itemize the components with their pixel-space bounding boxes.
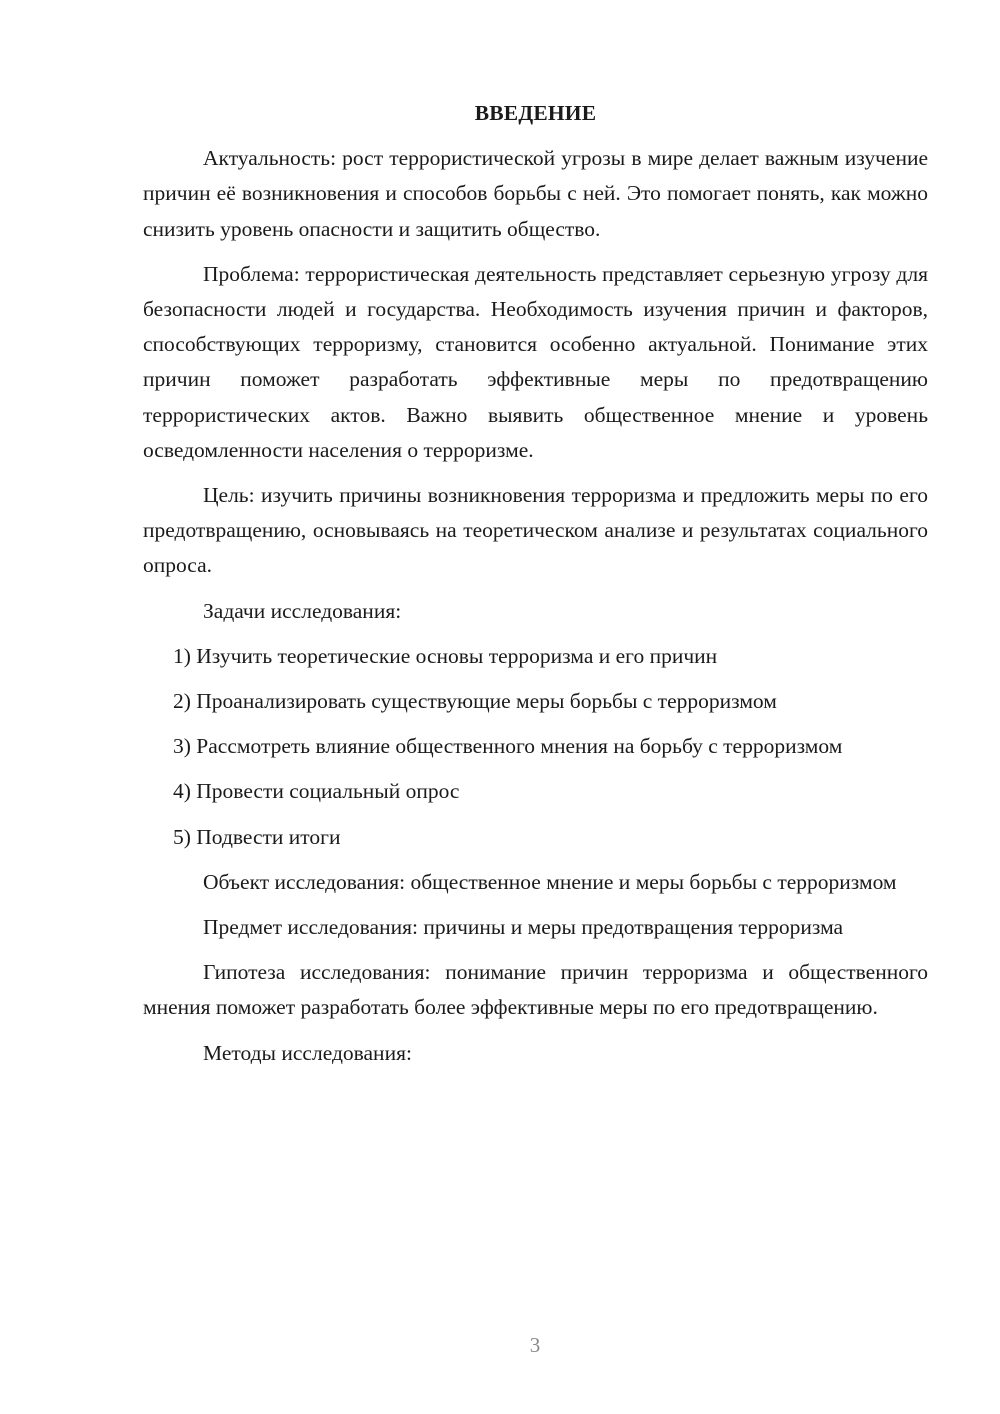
paragraph-relevance: Актуальность: рост террористической угрозы в мире делает важным изучение причин её возникновения и способов борьбы с ней. Это помогает понять, как можно снизить уровень опасности и защитить общество.: [143, 146, 928, 241]
paragraph-object: Объект исследования: общественное мнение и меры борьбы с терроризмом: [203, 869, 897, 894]
task-item-5: 5) Подвести итоги: [173, 824, 341, 849]
paragraph-methods: Методы исследования:: [203, 1040, 412, 1065]
paragraph-problem: Проблема: террористическая деятельность представляет серьезную угрозу для безопасности людей и государства. Необходимость изучения причин и факторов, способствующих терроризму, становится особенно актуальной. Понимание этих причин поможет разработать эффективные меры по предотвращению террористических актов. Важно выявить общественное мнение и уровень осведомленности населения о терроризме.: [143, 261, 928, 462]
task-item-1: 1) Изучить теоретические основы терроризма и его причин: [173, 643, 718, 668]
page-number: 3: [529, 1333, 541, 1357]
task-item-4: 4) Провести социальный опрос: [173, 779, 460, 804]
paragraph-hypothesis: Гипотеза исследования: понимание причин терроризма и общественного мнения поможет разработать более эффективные меры по его предотвращению.: [143, 960, 928, 1020]
paragraph-goal: Цель: изучить причины возникновения терроризма и предложить меры по его предотвращению, основываясь на теоретическом анализе и результатах социального опроса.: [143, 483, 928, 578]
paragraph-subject: Предмет исследования: причины и меры предотвращения терроризма: [203, 915, 844, 940]
tasks-heading: Задачи исследования:: [203, 598, 402, 623]
task-item-2: 2) Проанализировать существующие меры борьбы с терроризмом: [173, 689, 777, 714]
task-item-3: 3) Рассмотреть влияние общественного мнения на борьбу с терроризмом: [173, 734, 843, 759]
section-title: ВВЕДЕНИЕ: [474, 101, 597, 125]
document-page: [143, 96, 928, 1081]
